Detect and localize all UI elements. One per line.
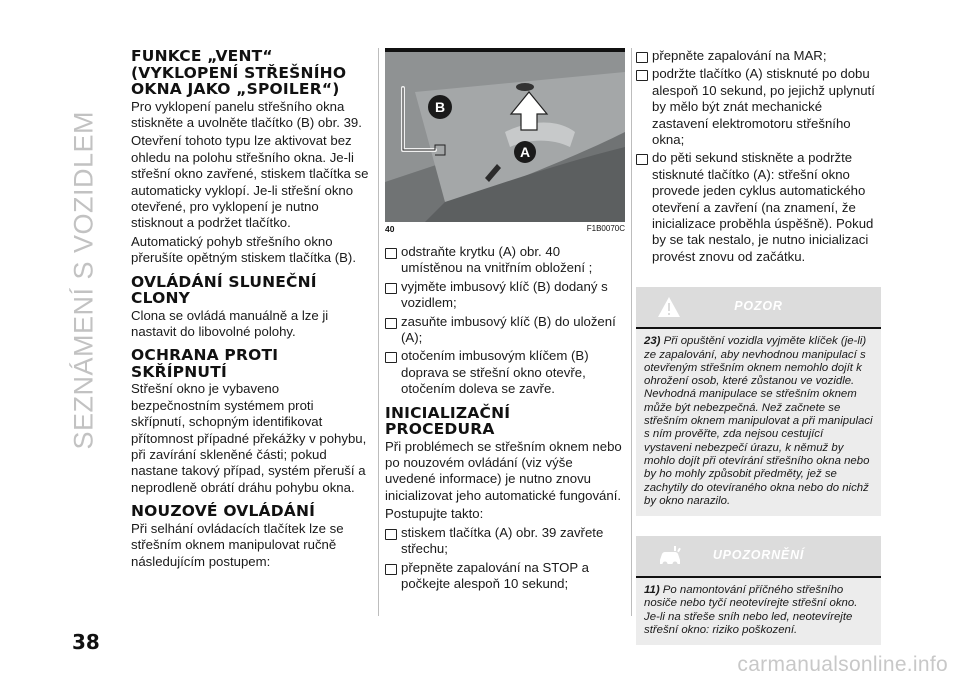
checkbox-bullet-icon: [636, 70, 648, 81]
heading-line: SKŘÍPNUTÍ: [131, 362, 227, 381]
list-item-text: podržte tlačítko (A) stisknuté po dobu alespoň 10 sekund, po jejichž uplynutí by mělo být znát mechanické zastavení elektromotoru střešního okna;: [652, 66, 875, 148]
chapter-title: SEZNÁMENÍ S VOZIDLEM: [68, 110, 99, 450]
paragraph: Pro vyklopení panelu střešního okna stiskněte a uvolněte tlačítko (B) obr. 39.: [131, 98, 362, 130]
heading-line: INICIALIZAČNÍ: [385, 403, 511, 422]
list-item: [636, 150, 881, 267]
warning-body: [636, 327, 881, 516]
section-heading-init: [385, 405, 625, 438]
notice-text: Po namontování příčného střešního nosiče nebo tyčí neotevírejte střešní okno. Je-li na střeše sníh nebo led, neotevírejte střešní okno: riziko poškození.: [644, 584, 858, 637]
heading-line: PROCEDURA: [385, 420, 495, 439]
column-divider: [378, 48, 379, 616]
checkbox-bullet-icon: [385, 564, 397, 575]
warning-text: Při opuštění vozidla vyjměte klíček (je-li) ze zapalování, aby nevhodnou manipulací s otevřeným střešním oknem nemohlo dojít k ohrožení osob, které zůstanou ve vozidle. Nevhodná manipulace se střešním oknem může být nebezpečná. Než začnete se střešním oknem manipulovat a při manipulaci s ním prověřte, zda nejsou cestující vystaveni nebezpečí úrazu, k němuž by mohlo dojít při otevírání střešního okna nebo by ho mohly způsobit předměty, jež se zachytily do otevíraného okna nebo do nichž by okno narazilo.: [644, 335, 873, 507]
list-item: [636, 66, 881, 150]
heading-line: FUNKCE „VENT“: [131, 47, 273, 65]
watermark: carmanualsonline.info: [737, 653, 948, 676]
warning-title: POZOR: [734, 299, 783, 314]
callout-label-b: B: [434, 99, 446, 115]
checkbox-bullet-icon: [385, 283, 397, 294]
paragraph: Otevření tohoto typu lze aktivovat bez ohledu na polohu střešního okna. Je-li střešní okno zavřené, stiskem tlačítka se automaticky vyklopí. Je-li střešní okno otevřené, pro vyklopení je nutno stisknout a podržet tlačítko.: [131, 133, 369, 231]
heading-line: OKNA JAKO „SPOILER“): [131, 80, 340, 98]
list-item: [385, 560, 625, 595]
warning-number: 23): [644, 335, 661, 348]
notice-body: [636, 576, 881, 645]
list-item: [636, 48, 881, 66]
checkbox-bullet-icon: [636, 52, 648, 63]
list-item: [385, 314, 625, 349]
heading-line: NOUZOVÉ OVLÁDÁNÍ: [131, 502, 316, 521]
checkbox-bullet-icon: [385, 529, 397, 540]
paragraph: Clona se ovládá manuálně a lze ji nastavit do libovolné polohy.: [131, 307, 329, 339]
list-item-text: odstraňte krytku (A) obr. 40 umístěnou na vnitřním obložení ;: [401, 244, 593, 276]
list-item: [385, 244, 625, 279]
notice-header: [636, 536, 881, 576]
paragraph: Při problémech se střešním oknem nebo po nouzovém ovládání (viz výše uvedené informace) je nutno znovu inicializovat jeho automatické fungování.: [385, 438, 622, 503]
list-item: [385, 348, 625, 399]
heading-line: OCHRANA PROTI: [131, 346, 279, 365]
list-item-text: přepněte zapalování na STOP a počkejte alespoň 10 sekund;: [401, 559, 589, 591]
warning-header: [636, 287, 881, 327]
list-item-text: stiskem tlačítka (A) obr. 39 zavřete střechu;: [401, 524, 604, 557]
paragraph: Postupujte takto:: [385, 506, 484, 522]
heading-line: (VYKLOPENÍ STŘEŠNÍHO: [131, 63, 347, 82]
page-number: 38: [72, 630, 100, 654]
heading-line: OVLÁDÁNÍ SLUNEČNÍ: [131, 272, 317, 291]
column-3: [636, 48, 881, 645]
paragraph: Střešní okno je vybaveno bezpečnostním systémem proti skřípnutí, schopným identifikovat přítomnost případné překážky v pohybu, při zavírání skleněné části; pokud nastane takový případ, systém přeruší a neprodleně obrátí dráhu pohybu okna.: [131, 381, 367, 495]
list-item-text: do pěti sekund stiskněte a podržte stisknuté tlačítko (A): střešní okno provede jeden cyklus automatického otevření a zavření (na znamení, že inicializace proběhla úspěšně). Pokud by se tak nestalo, je nutno inicializaci provést znovu od začátku.: [652, 150, 874, 264]
warning-box: [636, 287, 881, 516]
checkbox-bullet-icon: [385, 318, 397, 329]
section-heading-emergency: [131, 503, 371, 520]
column-divider: [631, 48, 632, 616]
notice-box: [636, 536, 881, 645]
figure-40: [385, 48, 625, 222]
column-2: [385, 48, 625, 594]
section-heading-blind: [131, 274, 371, 307]
figure-number: 40: [385, 224, 395, 234]
checkbox-bullet-icon: [385, 248, 397, 259]
list-item: [385, 279, 625, 314]
checkbox-bullet-icon: [385, 352, 397, 363]
list-item-text: vyjměte imbusový klíč (B) dodaný s vozidlem;: [401, 278, 608, 311]
list-item-text: přepněte zapalování na MAR;: [652, 48, 827, 63]
checkbox-bullet-icon: [636, 154, 648, 165]
paragraph: Při selhání ovládacích tlačítek lze se střešním oknem manipulovat ručně následujícím postupem:: [131, 520, 344, 569]
paragraph: Automatický pohyb střešního okno přerušíte opětným stiskem tlačítka (B).: [131, 233, 356, 266]
list-item-text: otočením imbusovým klíčem (B) doprava se střešní okno otevře, otočením doleva se zavře.: [401, 348, 589, 397]
list-item-text: zasuňte imbusový klíč (B) do uložení (A);: [401, 313, 616, 346]
section-heading-protect: [131, 347, 371, 380]
sunroof-illustration: [385, 52, 625, 222]
figure-caption: [385, 224, 625, 234]
notice-number: 11): [644, 584, 660, 597]
notice-title: UPOZORNĚNÍ: [712, 548, 805, 563]
heading-line: CLONY: [131, 289, 191, 308]
column-1: [131, 48, 371, 572]
callout-label-a: A: [519, 144, 531, 160]
list-item: [385, 525, 625, 560]
section-heading-vent: [131, 48, 371, 98]
figure-code: F1B0070C: [586, 224, 625, 233]
